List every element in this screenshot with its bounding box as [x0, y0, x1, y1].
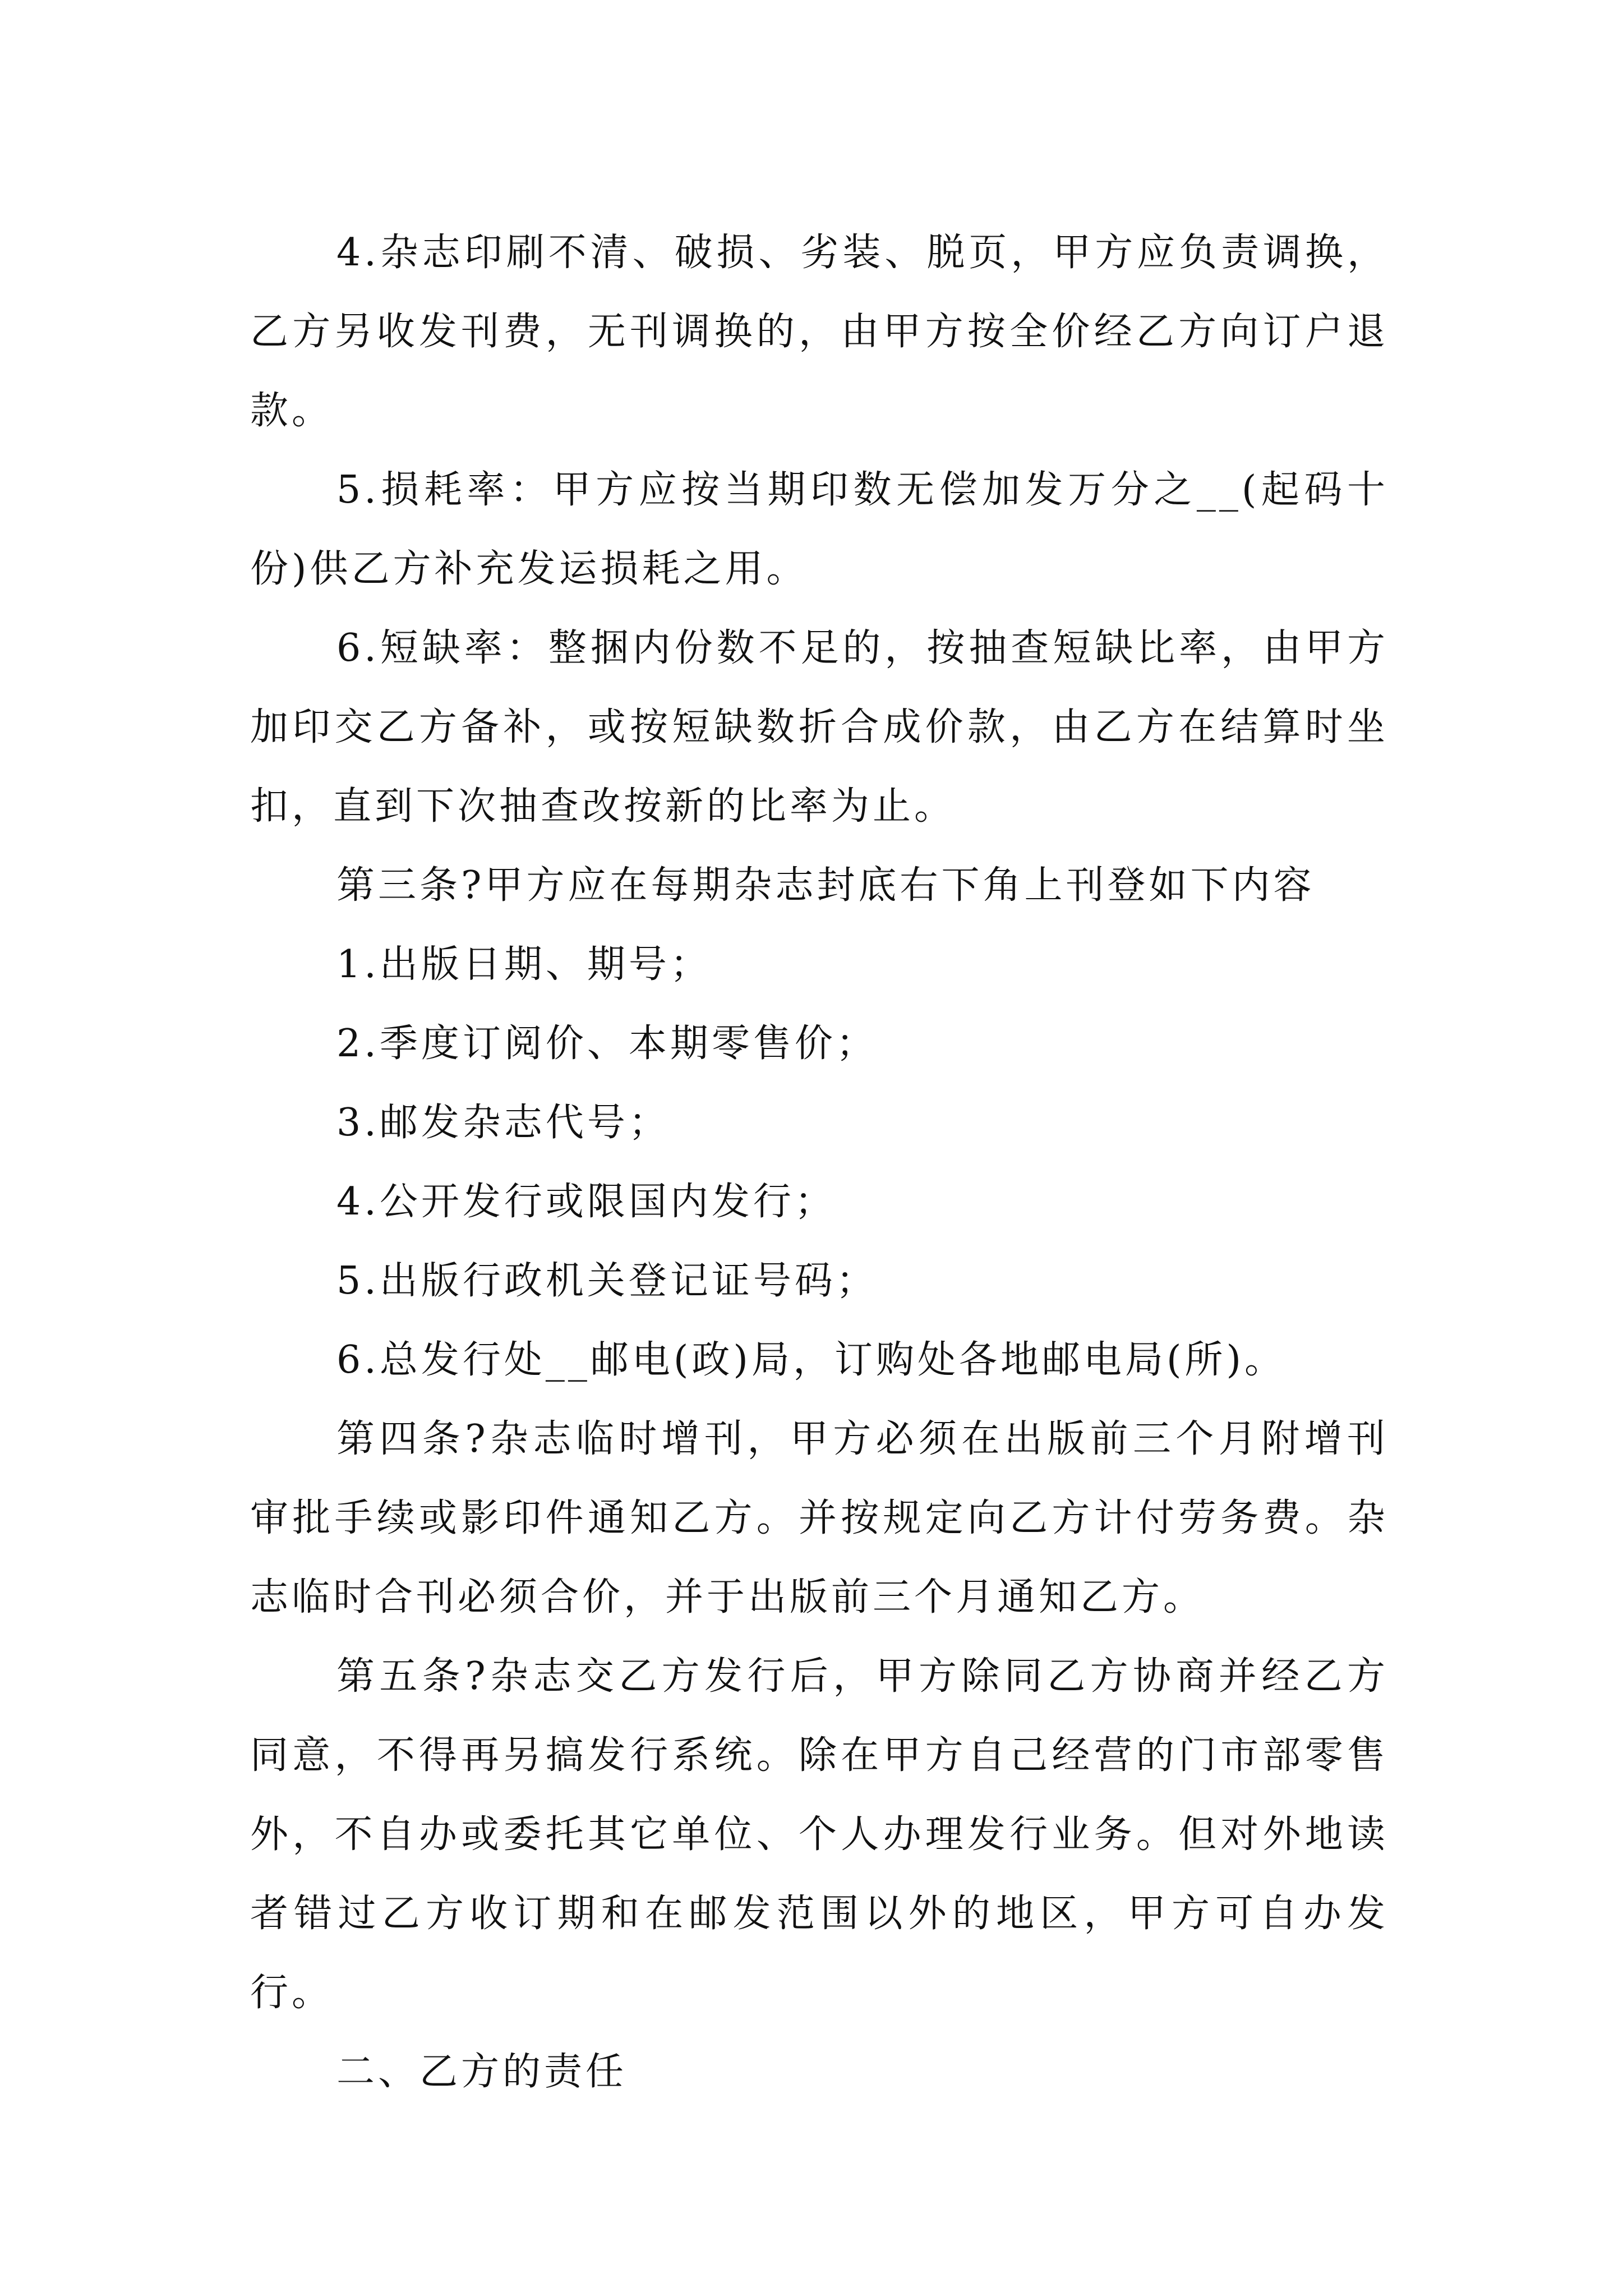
- paragraph-list-6: 6.总发行处__邮电(政)局，订购处各地邮电局(所)。: [336, 1338, 1286, 1382]
- paragraph-list-2: 2.季度订阅价、本期零售价；: [336, 1022, 878, 1066]
- paragraph-list-4: 4.公开发行或限国内发行；: [336, 1180, 836, 1224]
- paragraph-list-3: 3.邮发杂志代号；: [336, 1101, 670, 1145]
- paragraph-list-5: 5.出版行政机关登记证号码；: [336, 1259, 878, 1303]
- paragraph-article-3: 第三条?甲方应在每期杂志封底右下角上刊登如下内容: [336, 863, 1315, 908]
- section-heading-party-b: 二、乙方的责任: [336, 2050, 628, 2094]
- paragraph-item-4-reprint: 4.杂志印刷不清、破损、劣装、脱页，甲方应负责调换，乙方另收发刊费，无刊调换的，由甲方按全价经乙方向订户退款。: [250, 231, 1389, 433]
- paragraph-item-5-loss-rate: 5.损耗率：甲方应按当期印数无偿加发万分之__(起码十份)供乙方补充发运损耗之用。: [250, 468, 1389, 591]
- document-body: [250, 213, 1389, 2111]
- paragraph-list-1: 1.出版日期、期号；: [336, 942, 712, 987]
- paragraph-item-6-shortage-rate: 6.短缺率：整捆内份数不足的，按抽查短缺比率，由甲方加印交乙方备补，或按短缺数折合成价款，由乙方在结算时坐扣，直到下次抽查改按新的比率为止。: [250, 626, 1389, 829]
- paragraph-article-5: 第五条?杂志交乙方发行后，甲方除同乙方协商并经乙方同意，不得再另搞发行系统。除在甲方自己经营的门市部零售外，不自办或委托其它单位、个人办理发行业务。但对外地读者错过乙方收订期和在邮发范围以外的地区，甲方可自办发行。: [250, 1654, 1389, 2015]
- paragraph-article-4: 第四条?杂志临时增刊，甲方必须在出版前三个月附增刊审批手续或影印件通知乙方。并按规定向乙方计付劳务费。杂志临时合刊必须合价，并于出版前三个月通知乙方。: [250, 1417, 1389, 1619]
